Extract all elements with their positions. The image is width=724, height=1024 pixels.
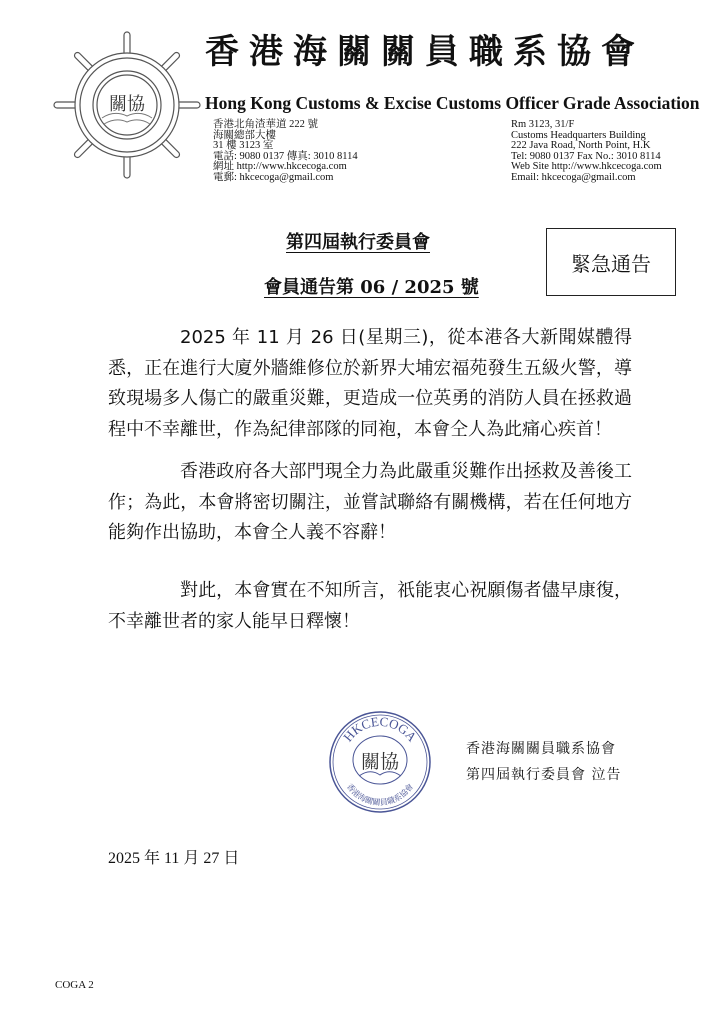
address-line: 香港北角渣華道 222 號 xyxy=(213,119,318,130)
issue-date: 2025 年 11 月 27 日 xyxy=(108,850,240,867)
address-line: Rm 3123, 31/F xyxy=(511,119,575,130)
stamp-center-text: 關協 xyxy=(360,751,400,773)
footer-code: COGA 2 xyxy=(55,979,94,991)
website-line: Web Site http://www.hkcecoga.com xyxy=(511,161,662,173)
body-paragraph: 對此，本會實在不知所言，祇能衷心祝願傷者儘早康復，不幸離世者的家人能早日釋懷！ xyxy=(108,580,632,632)
body-paragraph: 2025 年 11 月 26 日(星期三)，從本港各大新聞媒體得悉，正在進行大廈外牆維修位於新界大埔宏福苑發生五級火警，導致現場多人傷亡的嚴重災難，更造成一位英勇的消防人員在拯救過程中不幸離世，作為紀律部隊的同袍，本會仝人為此痛心疾首！ xyxy=(108,327,632,440)
website-line: 網址 http://www.hkcecoga.com xyxy=(213,161,347,173)
svg-text:香港海關關員職系協會 xyxy=(345,781,415,807)
body-paragraph: 香港政府各大部門現全力為此嚴重災難作出拯救及善後工作；為此，本會將密切關注，並嘗試聯絡有關機構，若在任何地方能夠作出協助，本會仝人義不容辭！ xyxy=(108,461,632,543)
address-line: 海關總部大樓 xyxy=(213,129,276,141)
address-cn xyxy=(213,120,358,184)
address-line: 31 樓 3123 室 xyxy=(213,140,274,152)
email-line: 電郵: hkcecoga@gmail.com xyxy=(213,171,334,183)
association-title-cn: 香港海關關員職系協會 xyxy=(205,32,645,72)
phone-line: Tel: 9080 0137 Fax No.: 3010 8114 xyxy=(511,150,661,162)
committee-heading: 第四屆執行委員會 xyxy=(286,232,430,253)
association-stamp xyxy=(327,710,433,814)
email-line: Email: hkcecoga@gmail.com xyxy=(511,171,636,183)
logo-text: 關協 xyxy=(109,94,145,115)
address-en xyxy=(511,120,662,184)
notice-number: 會員通告第 06 / 2025 號 xyxy=(264,277,479,298)
address-line: 222 Java Road, North Point, H.K xyxy=(511,140,651,152)
association-title-en: Hong Kong Customs & Excise Customs Officer Grade Association xyxy=(205,93,700,113)
phone-line: 電話: 9080 0137 傳真: 3010 8114 xyxy=(213,150,358,162)
stamp-bottom-text: 香港海關關員職系協會 xyxy=(344,782,416,808)
association-logo xyxy=(52,30,202,180)
svg-text:HKCECOGA xyxy=(340,714,420,745)
signature-committee: 第四屆執行委員會 泣告 xyxy=(466,767,622,783)
urgent-notice-box: 緊急通告 xyxy=(546,228,676,296)
signature-org: 香港海關關員職系協會 xyxy=(466,741,616,757)
stamp-top-text: HKCECOGA xyxy=(340,713,420,745)
address-line: Customs Headquarters Building xyxy=(511,129,646,141)
